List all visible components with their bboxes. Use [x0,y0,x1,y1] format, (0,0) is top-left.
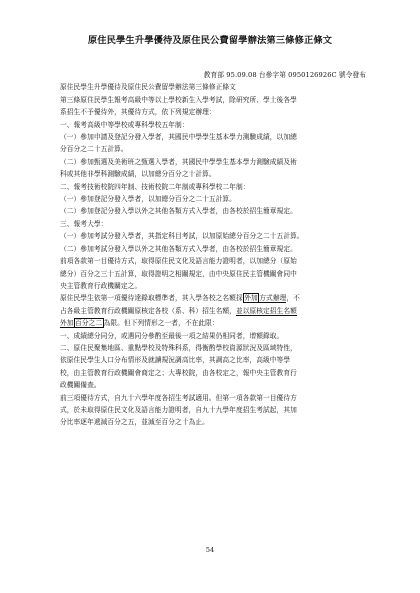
issue-line: 教育部 95.09.08 台參字第 0950126926C 號令發布 [203,71,366,79]
page-number: 54 [205,546,215,554]
text-line: （二）參加考試分發入學以外之其他各類方式入學者，由各校於招生簡章規定。 [60,244,297,253]
text-segment: ，不 [286,294,300,303]
text-line-amended [60,292,366,304]
text-segment: 為限。但下列情形之一者，不在此限： [103,319,219,328]
text-line: 三、報考大學： [60,219,108,228]
text-line: 依原住民學生人口分布情形及就讀規況調高比率，其調高之比率，高級中等學 [60,356,291,365]
document-body [60,69,366,429]
text-line: （一）參加申請及登記分發入學者，其國民中學學生基本學力測驗成績，以加總 [60,133,297,142]
document-title: 原住民學生升學優待及原住民公費留學辦法第三條修正條文 [87,35,333,46]
text-line-amended [60,317,366,329]
text-line: 一、報考高級中等學校或專科學校五年制： [60,120,189,129]
text-segment: 占各級主管教育行政機關原核定各校（系、科）招生名額， [60,306,236,315]
text-line: 校，由主管教育行政機關會商定之；大專校院，由各校定之，報中央主管教育行 [60,368,297,377]
text-line: 二、報考技術校院四年制、技術校院二年制或專科學校二年制： [60,182,250,191]
text-line: 前三項優待方式，自九十六學年度各招生考試適用。但第一項各款第一目優待方 [60,393,297,402]
underlined-amendment: 方式辦理 [259,294,287,303]
text-line: （二）參加登記分發入學以外之其他各類方式入學者，由各校於招生簡章規定。 [60,207,297,216]
text-line: 前項各款第一目優待方式，取得原住民文化及語言能力證明者，以加總分（原始 [60,257,297,266]
text-line: 政機關備查。 [60,381,101,390]
text-line: 一、成績總分同分，或遇同分參酌至最後一項之結果仍相同者，增額錄取。 [60,331,284,340]
text-line: 分比率逐年遞減百分之五，並減至百分之十為止。 [60,418,209,427]
text-line: 式，於未取得原住民文化及語言能力證明者，自九十九學年度招生考試起，其加 [60,405,297,414]
text-line: 總分）百分之三十五計算，取得證明之相關規定，由中央原住民主管機關會同中 [60,269,297,278]
text-line: 科或其他非學科測驗成績，以加總分百分之十計算。 [60,170,216,179]
text-line: 系招生不予優待外，其優待方式，依下列規定辦理： [60,108,216,117]
text-line: 第三條原住民學生報考高級中等以上學校新生入學考試，除研究所、學士後各學 [60,95,297,104]
text-line: （二）參加甄選及美術班之甄選入學者，其國民中學學生基本學力測驗成績及術 [60,157,297,166]
text-line: 央主管教育行政機關定之。 [60,281,142,290]
text-line-amended [60,305,366,317]
underlined-amendment: 外加 [60,319,74,328]
boxed-amendment: 百分之二 [75,319,103,328]
boxed-amendment: 外加 [244,294,258,303]
text-line: 原住民學生升學優待及原住民公費留學辦法第三條修正條文 [60,83,236,92]
text-line: （一）參加登記分發入學者，以加總分百分之二十五計算。 [60,195,236,204]
underlined-amendment: 並以原核定招生名額 [235,306,297,315]
text-segment: 原住民學生依第一項優待達錄取標準者，其入學各校之名額採 [60,294,243,303]
text-line: （一）參加考試分發入學者，其指定科目考試，以加原始總分百分之二十五計算。 [60,232,304,241]
text-line: 二、原住民聚集地區、重點學校及特殊科系，得衡酌學校資源狀況及區域特性， [60,343,297,352]
text-line: 分百分之二十五計算。 [60,145,128,154]
